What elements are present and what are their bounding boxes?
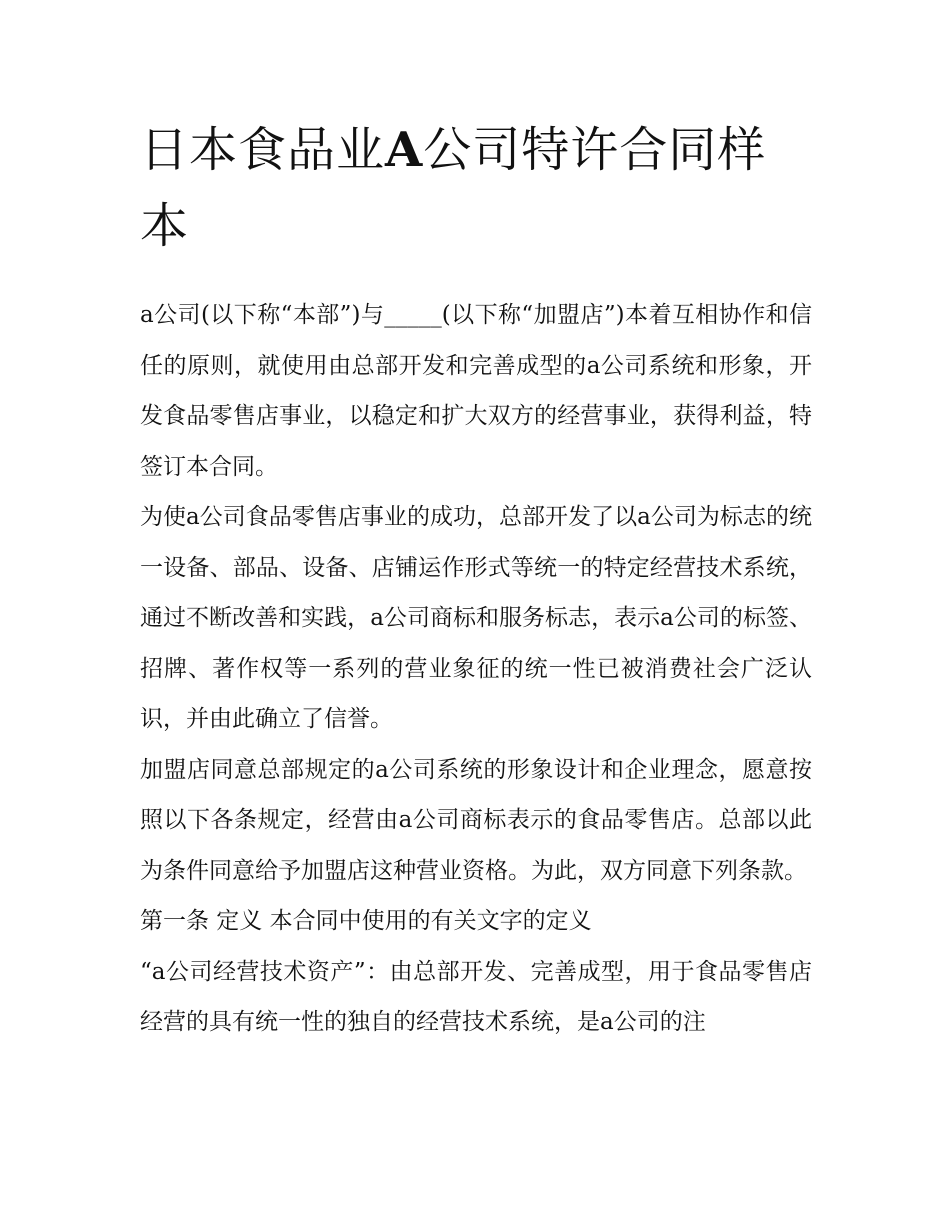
paragraph-background: 为使a公司食品零售店事业的成功，总部开发了以a公司为标志的统一设备、部品、设备、店铺运作形式等统一的特定经营技术系统，通过不断改善和实践，a公司商标和服务标志，表示a公司的标签、招牌、著作权等一系列的营业象征的统一性已被消费社会广泛认识，并由此确立了信誉。 [140,504,812,732]
document-page [140,112,812,1048]
document-title [140,112,812,264]
title-text-part2: 公司特许合同样本 [140,122,767,254]
paragraph-preamble: a公司(以下称“本部”)与_____(以下称“加盟店”)本着互相协作和信任的原则，就使用由总部开发和完善成型的a公司系统和形象，开发食品零售店事业，以稳定和扩大双方的经营事业，获得利益，特签订本合同。 [140,302,812,480]
title-text-latin: A [385,122,424,178]
paragraph-definition: “a公司经营技术资产”：由总部开发、完善成型，用于食品零售店经营的具有统一性的独自的经营技术系统，是a公司的注 [140,958,812,1035]
title-text-part1: 日本食品业 [140,122,386,178]
article-1-heading: 第一条 定义 本合同中使用的有关文字的定义 [140,908,592,934]
paragraph-agreement: 加盟店同意总部规定的a公司系统的形象设计和企业理念，愿意按照以下各条规定，经营由a公司商标表示的食品零售店。总部以此为条件同意给予加盟店这种营业资格。为此，双方同意下列条款。 [140,756,812,884]
